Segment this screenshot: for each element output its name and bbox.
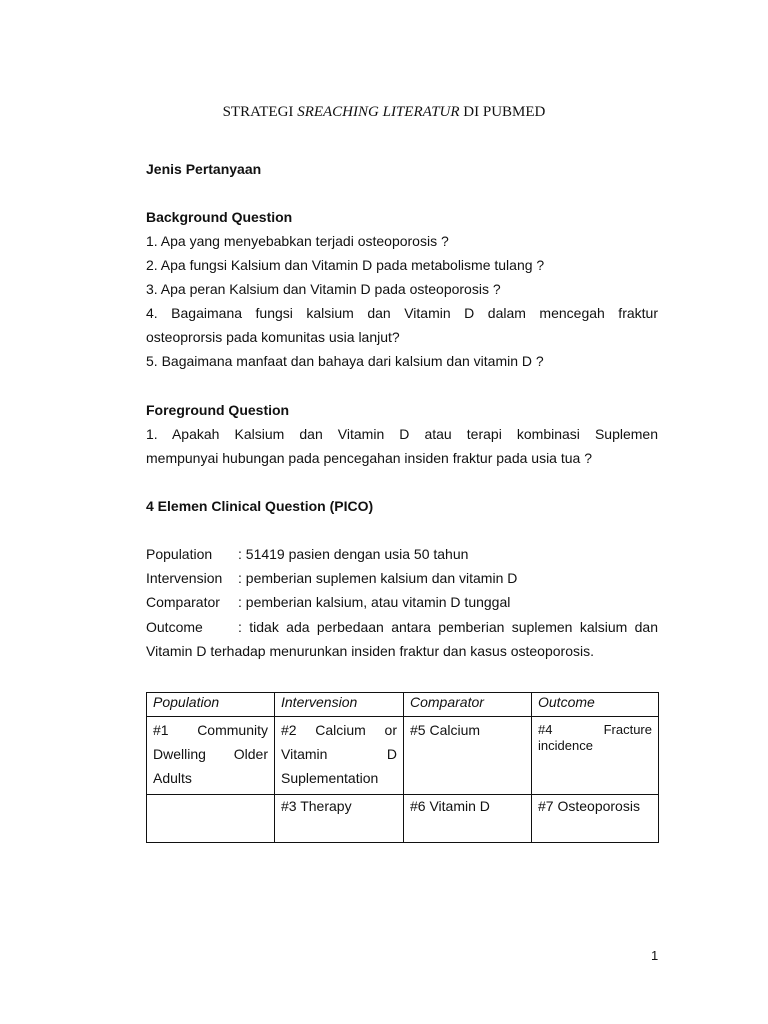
outcome-term-line-2: incidence: [538, 738, 593, 753]
jenis-pertanyaan-heading: Jenis Pertanyaan: [146, 161, 262, 177]
table-cell-comparator-1: [404, 717, 532, 795]
table-cell-population-2: [147, 795, 275, 843]
table-cell-intervension-2: [275, 795, 404, 843]
intervension-term-line-3: Suplementation: [281, 770, 379, 786]
intervension-value: : pemberian suplemen kalsium dan vitamin D: [238, 570, 518, 586]
population-label: Population: [146, 546, 213, 562]
background-question-3: 3. Apa peran Kalsium dan Vitamin D pada osteoporosis ?: [146, 281, 501, 297]
title-part-1: STRATEGI: [222, 104, 298, 120]
background-question-2: 2. Apa fungsi Kalsium dan Vitamin D pada metabolisme tulang ?: [146, 257, 545, 273]
table-cell-intervension-1: [275, 717, 404, 795]
foreground-question-1-line-1: 1. Apakah Kalsium dan Vitamin D atau terapi kombinasi Suplemen: [146, 426, 658, 442]
population-term-line-3: Adults: [153, 770, 192, 786]
outcome-term-line-1: #4 Fracture: [538, 722, 652, 737]
table-cell-outcome-2: [532, 795, 659, 843]
intervension-label: Intervension: [146, 570, 223, 586]
comparator-label: Comparator: [146, 594, 220, 610]
background-question-1: 1. Apa yang menyebabkan terjadi osteoporosis ?: [146, 233, 449, 249]
background-question-heading: Background Question: [146, 209, 293, 225]
background-question-4-line-2: osteoprorsis pada komunitas usia lanjut?: [146, 329, 400, 345]
background-question-4-line-1: 4. Bagaimana fungsi kalsium dan Vitamin D dalam mencegah fraktur: [146, 305, 658, 321]
page-number: 1: [651, 948, 659, 963]
foreground-question-heading: Foreground Question: [146, 402, 290, 418]
foreground-question-1-line-2: mempunyai hubungan pada pencegahan insiden fraktur pada usia tua ?: [146, 450, 592, 466]
table-cell-comparator-2: [404, 795, 532, 843]
background-question-5: 5. Bagaimana manfaat dan bahaya dari kalsium dan vitamin D ?: [146, 353, 544, 369]
table-header-comparator: Comparator: [404, 693, 532, 717]
table-row: [147, 795, 659, 843]
intervension-term-line-1: #2 Calcium or: [281, 722, 397, 738]
intervension-term-2: #3 Therapy: [281, 798, 352, 814]
pico-heading: 4 Elemen Clinical Question (PICO): [146, 498, 374, 514]
outcome-term-2: #7 Osteoporosis: [538, 798, 640, 814]
table-cell-population-1: [147, 717, 275, 795]
pico-search-table: [146, 692, 659, 843]
table-header-outcome: Outcome: [532, 693, 659, 717]
population-term-line-2: Dwelling Older: [153, 746, 268, 762]
outcome-value: : tidak ada perbedaan antara pemberian suplemen kalsium dan: [238, 619, 658, 635]
outcome-label: Outcome: [146, 619, 203, 635]
population-term-line-1: #1 Community: [153, 722, 268, 738]
table-header-row: [147, 693, 659, 717]
table-header-population: Population: [147, 693, 275, 717]
title-part-3: DI PUBMED: [459, 104, 546, 120]
comparator-value: : pemberian kalsium, atau vitamin D tunggal: [238, 594, 511, 610]
title-part-2-italic: SREACHING LITERATUR: [297, 104, 460, 120]
comparator-term-2: #6 Vitamin D: [410, 798, 490, 814]
table-cell-outcome-1: [532, 717, 659, 795]
comparator-term-1: #5 Calcium: [410, 722, 481, 738]
intervension-term-line-2: Vitamin D: [281, 746, 397, 762]
table-header-intervension: Intervension: [275, 693, 404, 717]
table-row: [147, 717, 659, 795]
document-title: [0, 104, 768, 121]
outcome-value-line-2: Vitamin D terhadap menurunkan insiden fraktur dan kasus osteoporosis.: [146, 643, 594, 659]
population-value: : 51419 pasien dengan usia 50 tahun: [238, 546, 469, 562]
